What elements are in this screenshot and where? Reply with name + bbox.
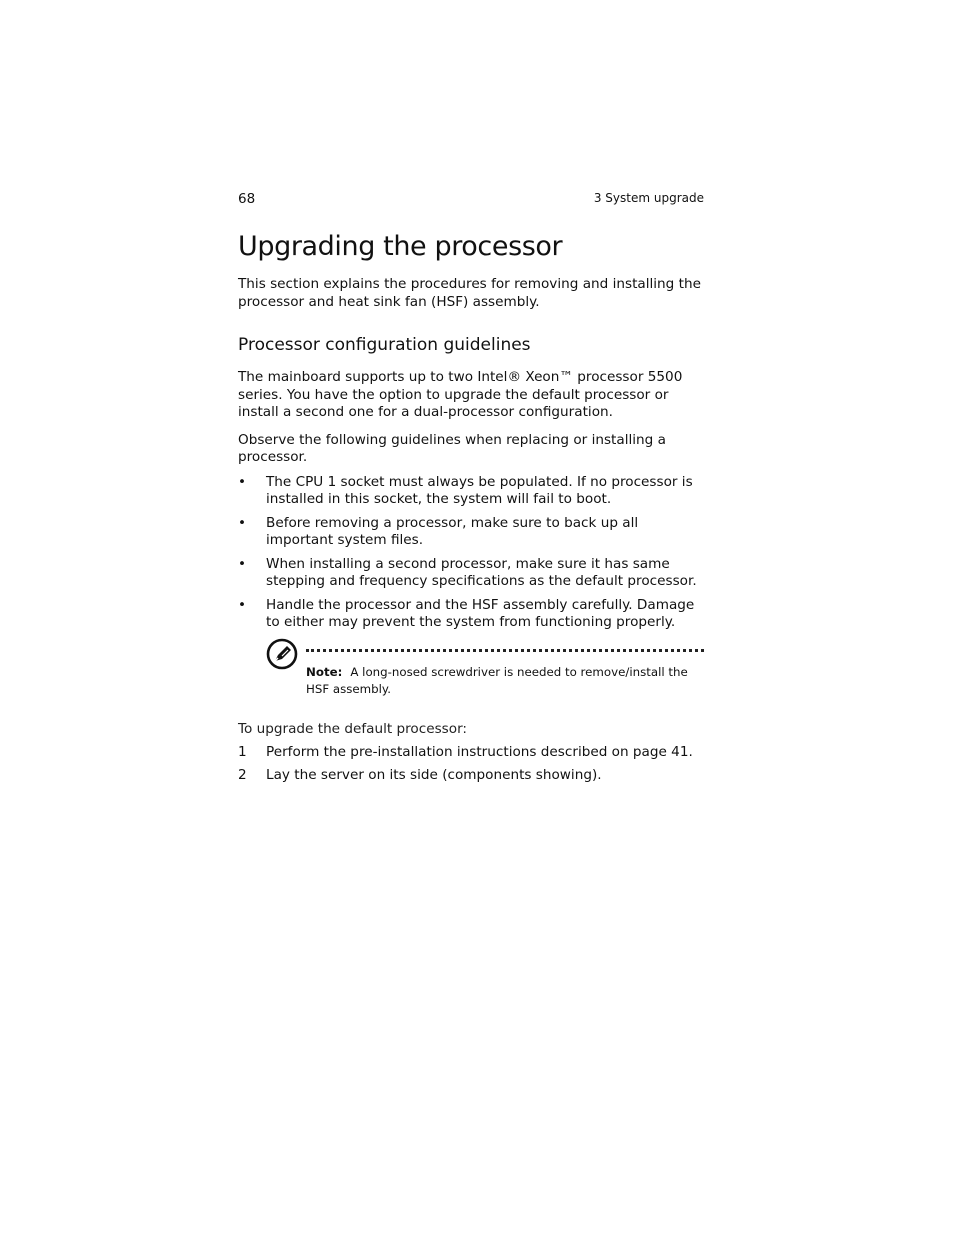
note-text [306, 664, 704, 698]
bullet-marker: • [238, 596, 247, 613]
list-item-text: When installing a second processor, make sure it has same stepping and frequency specifications as the default processor. [266, 555, 697, 589]
bullet-marker: • [238, 555, 247, 572]
step-number: 2 [238, 767, 247, 783]
bullet-marker: • [238, 514, 247, 531]
guidelines-list [238, 474, 704, 632]
intro-paragraph: This section explains the procedures for removing and installing the processor and heat sink fan (HSF) assembly. [238, 276, 701, 310]
list-item [238, 515, 704, 550]
procedure-title: To upgrade the default processor: [238, 720, 468, 737]
step-item [238, 744, 704, 762]
list-item-text: Handle the processor and the HSF assembly carefully. Damage to either may prevent the system from functioning properly. [266, 596, 695, 630]
list-item [238, 474, 704, 509]
note-label: Note: [306, 664, 343, 679]
section-heading: Processor configuration guidelines [238, 335, 531, 355]
list-item-text: Before removing a processor, make sure to back up all important system files. [266, 514, 639, 548]
page-header [238, 191, 704, 211]
note-body: A long-nosed screwdriver is needed to remove/install the HSF assembly. [306, 664, 688, 696]
pen-note-icon [266, 638, 298, 670]
step-text: Perform the pre-installation instructions described on page 41. [266, 743, 693, 760]
procedure-steps [238, 744, 704, 785]
step-item [238, 767, 704, 785]
page-content [238, 228, 704, 791]
page-number: 68 [238, 191, 256, 207]
paragraph-guidelines: Observe the following guidelines when replacing or installing a processor. [238, 431, 666, 465]
chapter-title: 3 System upgrade [593, 191, 704, 205]
step-number: 1 [238, 743, 247, 760]
note-box [266, 638, 704, 698]
page-title: Upgrading the processor [238, 231, 563, 262]
list-item-text: The CPU 1 socket must always be populated. If no processor is installed in this socket, the system will fail to boot. [266, 473, 693, 507]
list-item [238, 597, 704, 632]
list-item [238, 556, 704, 591]
note-divider [306, 649, 704, 652]
bullet-marker: • [238, 473, 247, 490]
step-text: Lay the server on its side (components showing). [266, 767, 602, 783]
paragraph-mainboard: The mainboard supports up to two Intel® Xeon™ processor 5500 series. You have the option to upgrade the default processor or install a second one for a dual-processor configuration. [238, 369, 683, 420]
